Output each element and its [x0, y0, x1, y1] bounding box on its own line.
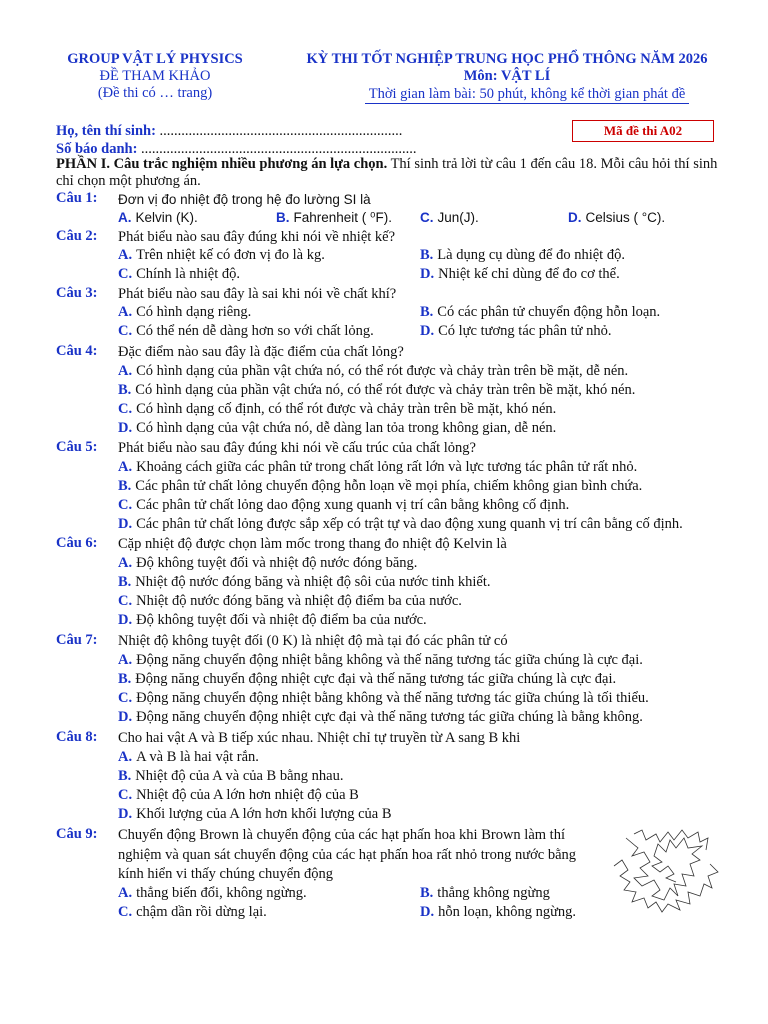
question-label: Câu 5: — [56, 439, 98, 455]
option-b: B. Là dụng cụ dùng để đo nhiệt độ. — [420, 247, 625, 263]
part-1-title: PHẦN I. Câu trắc nghiệm nhiều phương án lựa chọn. — [56, 156, 388, 172]
option-a: A. Kelvin (K). — [118, 210, 198, 225]
option-a: A. A và B là hai vật rắn. — [118, 749, 259, 765]
option-b: B. Nhiệt độ nước đóng băng và nhiệt độ sôi của nước tinh khiết. — [118, 574, 491, 590]
question-label: Câu 3: — [56, 285, 98, 301]
option-a: A. Động năng chuyển động nhiệt bằng không và thế năng tương tác giữa chúng là cực đại. — [118, 652, 643, 668]
option-c: C. Động năng chuyển động nhiệt bằng không và thế năng tương tác giữa chúng là tối thiểu. — [118, 690, 649, 706]
option-b: B. thẳng không ngừng — [420, 885, 550, 901]
part-1-heading — [56, 156, 736, 190]
student-id-field: ............................................................................ — [141, 141, 417, 157]
question-label: Câu 9: — [56, 826, 98, 842]
question-label: Câu 8: — [56, 729, 98, 745]
option-c: C. Nhiệt độ nước đóng băng và nhiệt độ điểm ba của nước. — [118, 593, 462, 609]
question-label: Câu 1: — [56, 190, 98, 206]
question-text: Nhiệt độ không tuyệt đối (0 K) là nhiệt độ mà tại đó các phân tử có — [118, 633, 508, 649]
part-1-instruction: Thí sinh trả lời từ câu 1 đến câu 18. Mỗi câu hỏi thí sinh chỉ chọn một phương án. — [56, 156, 718, 189]
option-a: A. Trên nhiệt kế có đơn vị đo là kg. — [118, 247, 325, 263]
question-text: Cặp nhiệt độ được chọn làm mốc trong thang đo nhiệt độ Kelvin là — [118, 536, 507, 552]
question-text: Chuyển động Brown là chuyển động của các hạt phấn hoa khi Brown làm thí nghiệm và quan sát chuyển động của các hạt phấn hoa rất nhỏ trong nước bằng kính hiển vi thấy chúng chuyển động — [118, 827, 577, 882]
option-a: A. Có hình dạng riêng. — [118, 304, 252, 320]
question-text: Cho hai vật A và B tiếp xúc nhau. Nhiệt chỉ tự truyền từ A sang B khi — [118, 730, 521, 746]
option-d: D. Có lực tương tác phân tử nhỏ. — [420, 323, 612, 339]
question-label: Câu 4: — [56, 343, 98, 359]
question-text: Phát biểu nào sau đây đúng khi nói về cấu trúc của chất lỏng? — [118, 440, 476, 456]
option-d: D. Khối lượng của A lớn hơn khối lượng của B — [118, 806, 392, 822]
question-text: Phát biểu nào sau đây là sai khi nói về chất khí? — [118, 286, 397, 302]
option-a: A. thẳng biến đổi, không ngừng. — [118, 885, 307, 901]
option-b: B. Có các phân tử chuyển động hỗn loạn. — [420, 304, 661, 320]
option-d: D. Celsius ( °C). — [568, 210, 666, 225]
header-right — [272, 50, 742, 104]
student-name-label: Họ, tên thí sinh: — [56, 123, 156, 139]
option-b: B. Nhiệt độ của A và của B bằng nhau. — [118, 768, 344, 784]
question-text: Đơn vị đo nhiệt độ trong hệ đo lường SI là — [118, 192, 371, 207]
doc-type: ĐỀ THAM KHẢO — [99, 68, 211, 84]
option-d: D. Nhiệt kế chỉ dùng để đo cơ thể. — [420, 266, 620, 282]
option-a: A. Độ không tuyệt đối và nhiệt độ nước đóng băng. — [118, 555, 418, 571]
header-left — [40, 50, 270, 102]
option-c: C. Các phân tử chất lỏng dao động xung quanh vị trí cân bằng không cố định. — [118, 497, 570, 513]
brownian-motion-figure — [604, 826, 724, 916]
option-d: D. Động năng chuyển động nhiệt cực đại và thế năng tương tác giữa chúng là bằng không. — [118, 709, 643, 725]
student-name-field: ................................................................... — [159, 123, 403, 139]
student-name-row — [56, 122, 576, 140]
option-b: B. Động năng chuyển động nhiệt cực đại và thế năng tương tác giữa chúng là cực đại. — [118, 671, 617, 687]
question-label: Câu 6: — [56, 535, 98, 551]
option-d: D. Độ không tuyệt đối và nhiệt độ điểm ba của nước. — [118, 612, 427, 628]
option-c: C. Chính là nhiệt độ. — [118, 266, 241, 282]
question-text: Đặc điểm nào sau đây là đặc điểm của chất lỏng? — [118, 344, 404, 360]
option-b: B. Có hình dạng của phần vật chứa nó, có thể rót được và chảy tràn trên bề mặt, khó nén. — [118, 382, 636, 398]
question-label: Câu 7: — [56, 632, 98, 648]
question-label: Câu 2: — [56, 228, 98, 244]
option-c: C. Jun(J). — [420, 210, 479, 225]
option-b: B. Các phân tử chất lỏng chuyển động hỗn loạn về mọi phía, chiếm không gian bình chứa. — [118, 478, 643, 494]
option-d: D. Các phân tử chất lỏng được sắp xếp có trật tự và dao động xung quanh vị trí cân bằng cố định. — [118, 516, 683, 532]
option-c: C. Nhiệt độ của A lớn hơn nhiệt độ của B — [118, 787, 359, 803]
exam-title: KỲ THI TỐT NGHIỆP TRUNG HỌC PHỔ THÔNG NĂM 2026 — [306, 51, 708, 67]
student-info — [56, 122, 576, 158]
group-name: GROUP VẬT LÝ PHYSICS — [67, 51, 243, 67]
option-c: C. chậm dần rồi dừng lại. — [118, 904, 267, 920]
option-d: D. hỗn loạn, không ngừng. — [420, 904, 577, 920]
duration: Thời gian làm bài: 50 phút, không kể thời gian phát đề — [365, 85, 690, 104]
option-b: B. Fahrenheit ( ⁰F). — [276, 210, 392, 225]
subject: Môn: VẬT LÍ — [463, 68, 551, 84]
option-d: D. Có hình dạng của vật chứa nó, dễ dàng lan tỏa trong không gian, dễ nén. — [118, 420, 557, 436]
option-c: C. Có thể nén dễ dàng hơn so với chất lỏng. — [118, 323, 374, 339]
student-id-label: Số báo danh: — [56, 141, 138, 157]
option-a: A. Khoảng cách giữa các phân tử trong chất lỏng rất lớn và lực tương tác phân tử rất nhỏ. — [118, 459, 638, 475]
option-a: A. Có hình dạng của phần vật chứa nó, có thể rót được và chảy tràn trên bề mặt, dễ nén. — [118, 363, 629, 379]
option-c: C. Có hình dạng cố định, có thể rót được và chảy tràn trên bề mặt, khó nén. — [118, 401, 557, 417]
exam-code-box: Mã đề thi A02 — [572, 120, 714, 142]
pages-note: (Đề thi có … trang) — [97, 85, 213, 101]
exam-header — [0, 50, 768, 110]
question-text: Phát biểu nào sau đây đúng khi nói về nhiệt kế? — [118, 229, 396, 245]
